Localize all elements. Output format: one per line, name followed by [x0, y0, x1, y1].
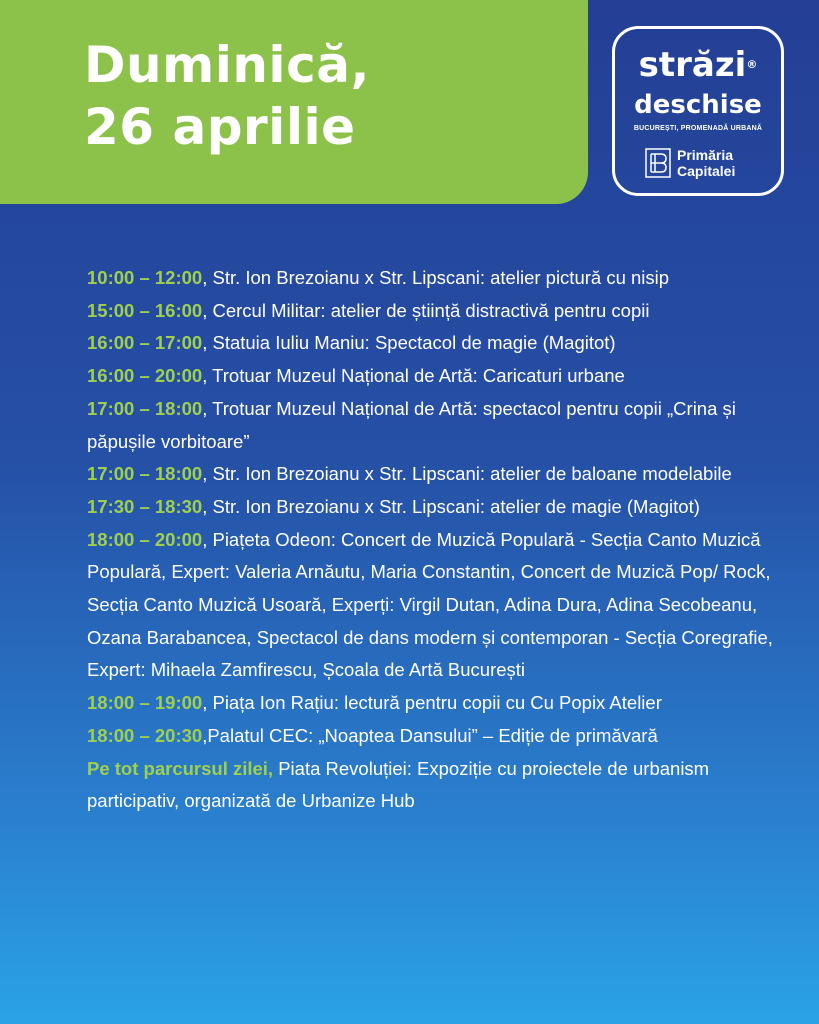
logo-tagline: BUCUREȘTI, PROMENADĂ URBANĂ [633, 125, 763, 132]
event-description: , Piațeta Odeon: Concert de Muzică Populară - Secția Canto Muzică Populară, Expert: Valeria Arnăutu, Maria Constantin, Concert de Muzică Pop/ Rock, Secția Canto Muzică Usoară, Experți: Virgil Dutan, Adina Dura, Adina Secobeanu, Ozana Barabancea, Spectacol de dans modern și contemporan - Secția Coregrafie, Expert: Mihaela Zamfirescu, Școala de Artă București [87, 528, 773, 681]
event-item [87, 687, 799, 720]
event-item [87, 360, 799, 393]
event-time: 18:00 – 20:30 [87, 724, 203, 746]
event-item [87, 524, 799, 688]
event-time: 16:00 – 20:00 [87, 365, 203, 387]
institution-line2: Capitalei [677, 163, 736, 179]
event-description: , Str. Ion Brezoianu x Str. Lipscani: atelier de baloane modelabile [202, 463, 732, 485]
primaria-capitalei-emblem-icon [645, 148, 671, 178]
event-time: Pe tot parcursul zilei, [87, 757, 274, 779]
event-time: 17:00 – 18:00 [87, 463, 203, 485]
title-day: Duminică, [84, 36, 370, 94]
strazi-deschise-logo [612, 26, 784, 196]
logo-brand-line1: străzi® [638, 45, 758, 85]
event-description: , Trotuar Muzeul Național de Artă: Caricaturi urbane [202, 365, 625, 387]
event-description: , Cercul Militar: atelier de știință distractivă pentru copii [202, 299, 650, 321]
event-item [87, 295, 799, 328]
event-time: 17:30 – 18:30 [87, 495, 203, 517]
event-time: 10:00 – 12:00 [87, 267, 203, 288]
event-item [87, 458, 799, 491]
event-item [87, 491, 799, 524]
page-title [84, 34, 370, 158]
event-time: 17:00 – 18:00 [87, 397, 203, 419]
event-schedule [87, 262, 799, 818]
logo-brand-line2: deschise [634, 90, 762, 120]
institution-line1: Primăria [677, 147, 734, 163]
event-description: ,Palatul CEC: „Noaptea Dansului” – Ediție de primăvară [202, 724, 658, 746]
title-date: 26 aprilie [84, 98, 356, 156]
registered-mark: ® [746, 58, 758, 71]
event-time: 15:00 – 16:00 [87, 299, 203, 321]
event-description: , Piața Ion Rațiu: lectură pentru copii cu Cu Popix Atelier [202, 692, 662, 714]
event-description: , Str. Ion Brezoianu x Str. Lipscani: atelier de magie (Magitot) [202, 495, 700, 517]
event-time: 18:00 – 20:00 [87, 528, 203, 550]
event-description: , Str. Ion Brezoianu x Str. Lipscani: atelier pictură cu nisip [202, 267, 670, 288]
event-item [87, 393, 799, 458]
event-description: , Trotuar Muzeul Național de Artă: spectacol pentru copii „Crina și păpușile vorbitoare” [87, 397, 736, 452]
primaria-capitalei-mark [645, 147, 735, 179]
event-item [87, 720, 799, 753]
event-time: 16:00 – 17:00 [87, 332, 203, 354]
event-item [87, 327, 799, 360]
event-item [87, 753, 799, 818]
event-description: Piata Revoluției: Expoziție cu proiectele de urbanism participativ, organizată de Urbanize Hub [87, 757, 710, 812]
title-banner [0, 0, 588, 204]
event-time: 18:00 – 19:00 [87, 692, 203, 714]
event-description: , Statuia Iuliu Maniu: Spectacol de magie (Magitot) [202, 332, 616, 354]
event-item [87, 262, 799, 295]
